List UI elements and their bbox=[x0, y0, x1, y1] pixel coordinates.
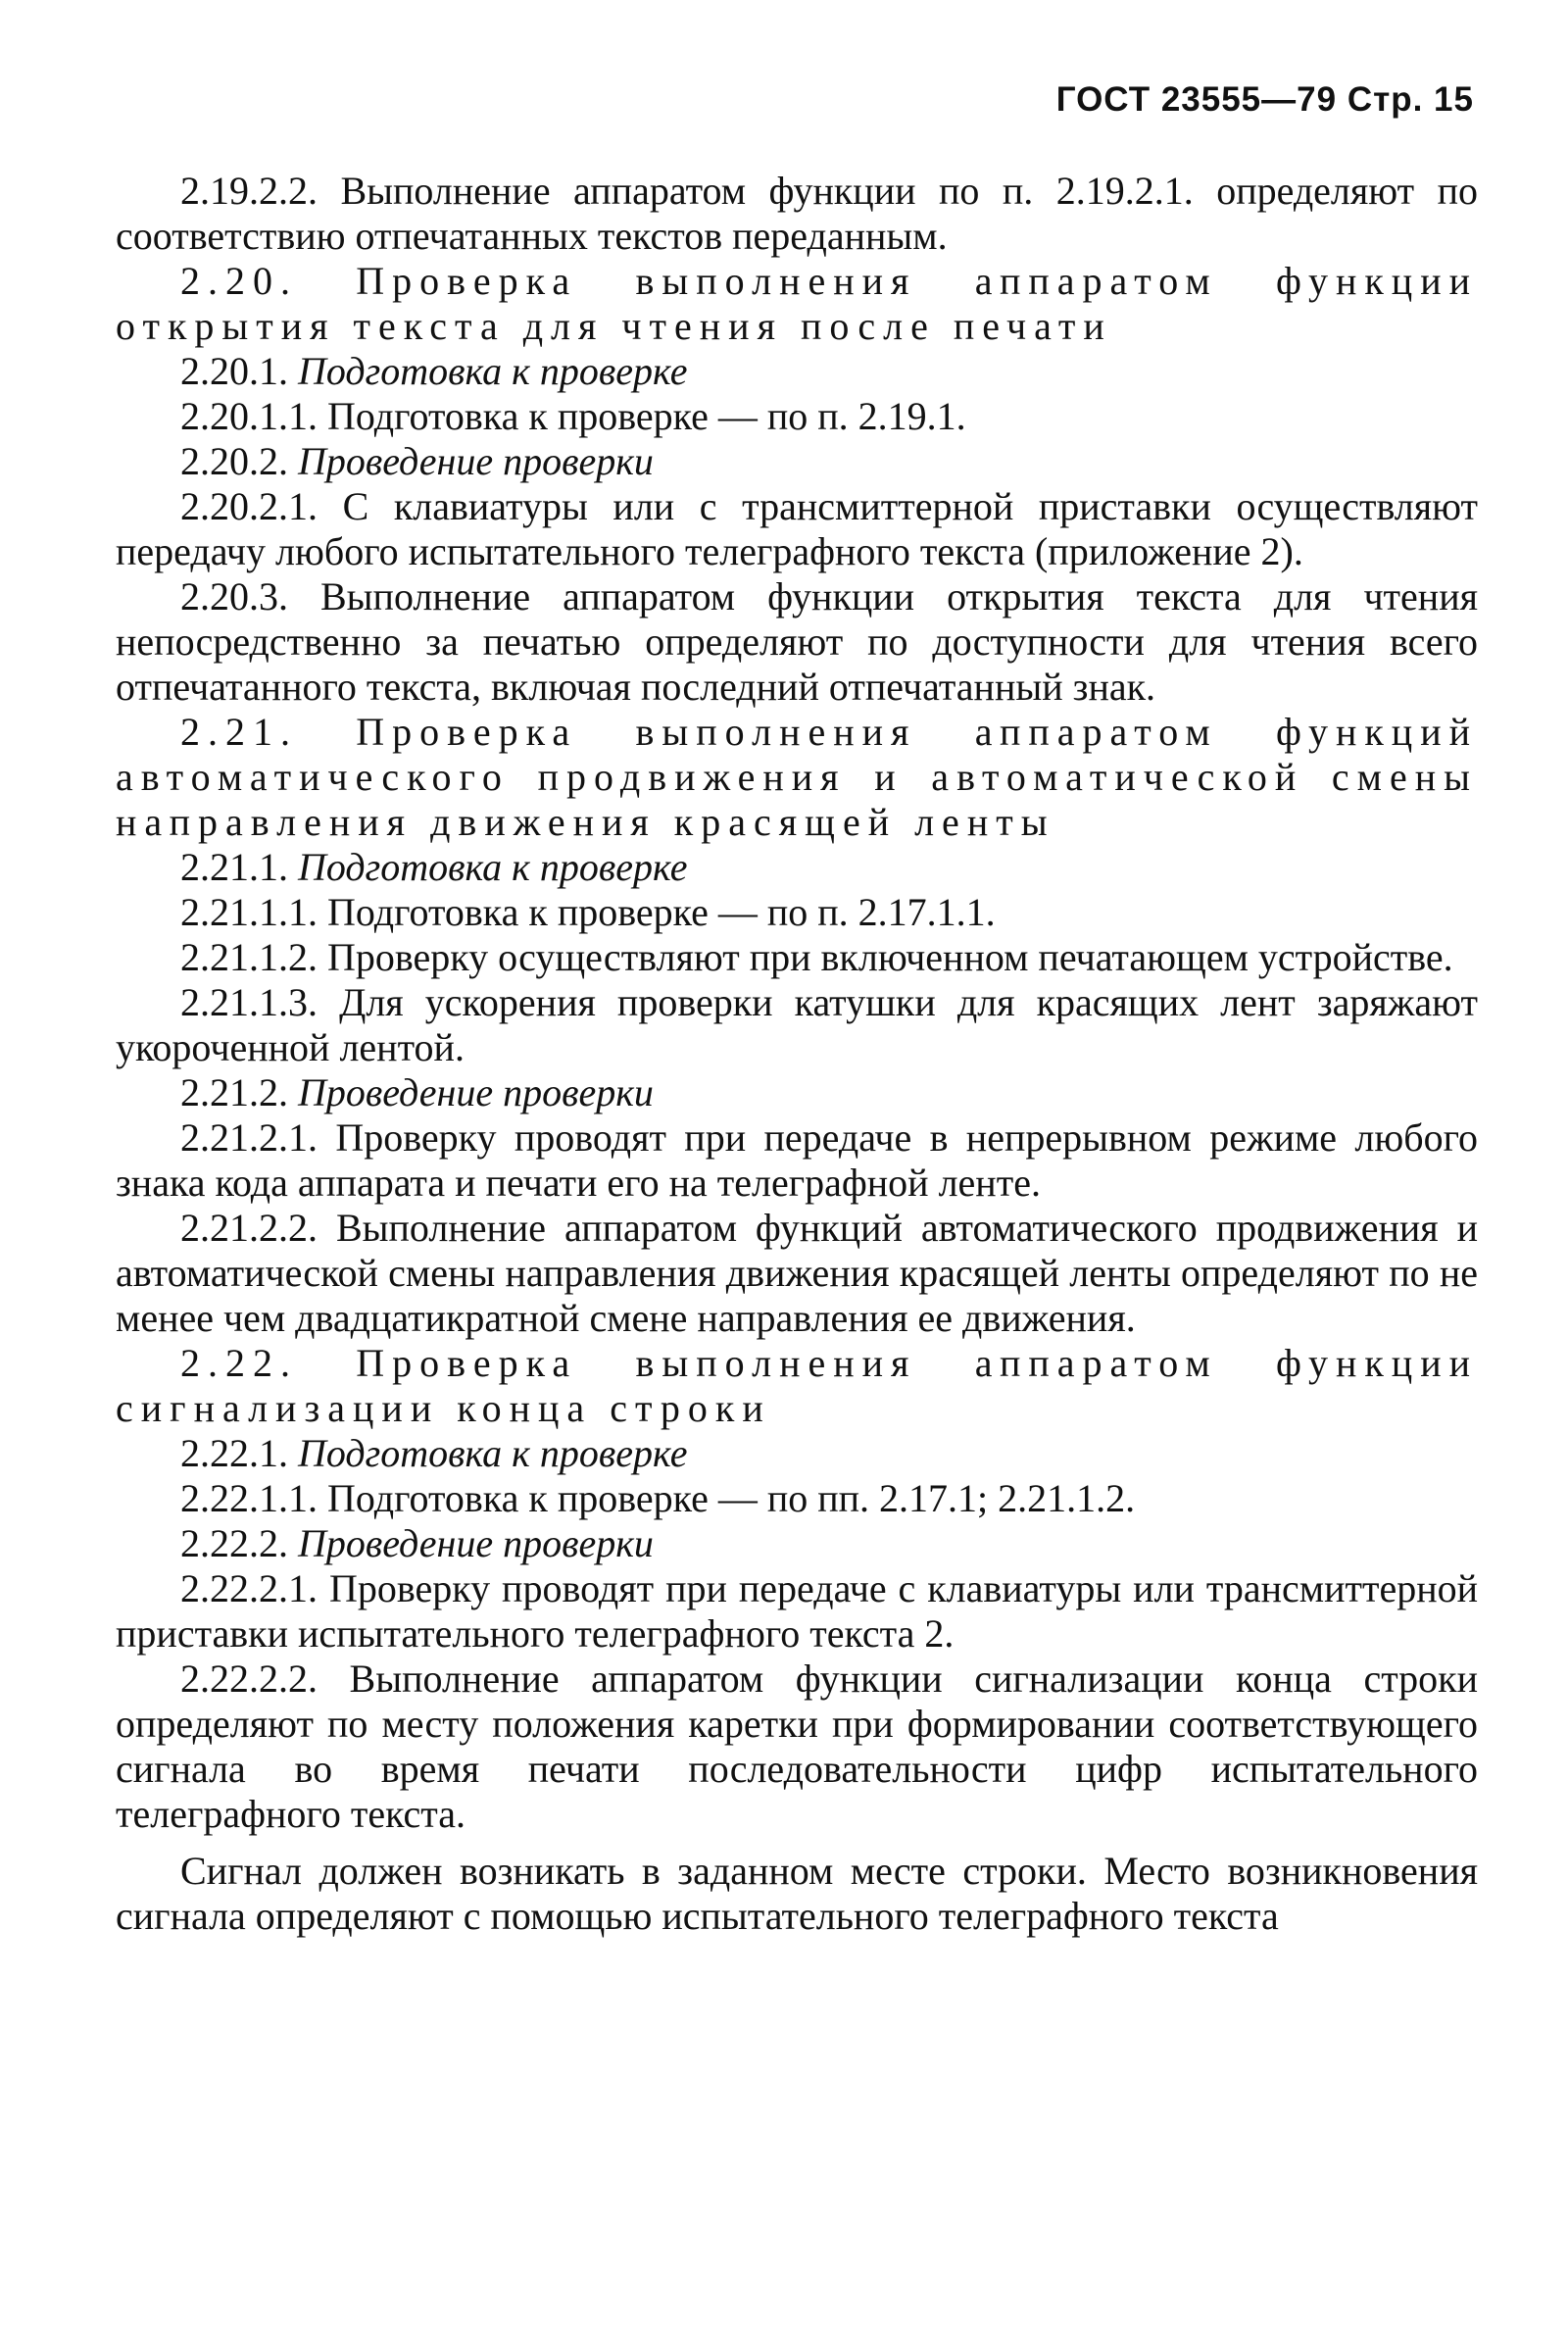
page-header bbox=[1056, 80, 1474, 120]
paragraph-2-22-1 bbox=[116, 1431, 1478, 1476]
clause-heading: Проверка выполнения аппаратом функции открытия текста для чтения после печати bbox=[116, 259, 1479, 348]
clause-number: 2.21.1.1. bbox=[180, 890, 318, 934]
paragraph-2-20-2 bbox=[116, 439, 1478, 484]
paragraph-2-21-2 bbox=[116, 1070, 1478, 1115]
clause-text: Подготовка к проверке — по пп. 2.17.1; 2.21.1.2. bbox=[327, 1476, 1136, 1520]
paragraph-2-21-1 bbox=[116, 845, 1478, 890]
clause-number: 2.22.2.1. bbox=[180, 1566, 318, 1610]
clause-text: Проверку проводят при передаче в непрерывном режиме любого знака кода аппарата и печати его на телеграфной ленте. bbox=[116, 1115, 1479, 1205]
clause-number: 2.21.1. bbox=[180, 845, 288, 889]
paragraph-2-22-2-2 bbox=[116, 1657, 1478, 1837]
paragraph-2-22-2 bbox=[116, 1521, 1478, 1566]
clause-text: Проверку проводят при передаче с клавиатуры или трансмиттерной приставки испытательного телеграфного текста 2. bbox=[116, 1566, 1479, 1656]
clause-number: 2.21.2. bbox=[180, 1070, 288, 1114]
paragraph-2-20-3 bbox=[116, 574, 1478, 710]
clause-number: 2.21. bbox=[180, 710, 298, 754]
paragraph-2-20-1-1 bbox=[116, 394, 1478, 439]
clause-number: 2.22.1.1. bbox=[180, 1476, 318, 1520]
clause-number: 2.21.1.2. bbox=[180, 935, 318, 979]
clause-subheading: Подготовка к проверке bbox=[298, 349, 688, 393]
clause-number: 2.19.2.2. bbox=[180, 169, 318, 213]
clause-text: Выполнение аппаратом функции сигнализации конца строки определяют по месту положения каретки при формировании соответствующего сигнала во время печати последовательности цифр испытательного телеграфного текста. bbox=[116, 1657, 1479, 1836]
clause-text: С клавиатуры или с трансмиттерной приставки осуществляют передачу любого испытательного телеграфного текста (приложение 2). bbox=[116, 484, 1479, 573]
paragraph-signal-note bbox=[116, 1849, 1478, 1939]
clause-number: 2.20.2.1. bbox=[180, 484, 318, 528]
clause-text: Подготовка к проверке — по п. 2.17.1.1. bbox=[327, 890, 996, 934]
document-code: ГОСТ 23555—79 bbox=[1055, 80, 1338, 119]
clause-text: Подготовка к проверке — по п. 2.19.1. bbox=[327, 394, 966, 438]
clause-subheading: Проведение проверки bbox=[298, 439, 654, 483]
clause-number: 2.21.1.3. bbox=[180, 980, 318, 1024]
clause-number: 2.22. bbox=[180, 1341, 298, 1385]
paragraph-2-21-1-3 bbox=[116, 980, 1478, 1070]
clause-number: 2.20.1.1. bbox=[180, 394, 318, 438]
clause-text: Проверку осуществляют при включенном печатающем устройстве. bbox=[327, 935, 1453, 979]
clause-heading: Проверка выполнения аппаратом функции сигнализации конца строки bbox=[116, 1341, 1479, 1430]
clause-text: Сигнал должен возникать в заданном месте строки. Место возникновения сигнала определяют с помощью испытательного телеграфного текста bbox=[116, 1849, 1478, 1938]
clause-number: 2.22.2. bbox=[180, 1521, 288, 1565]
paragraph-2-20-1 bbox=[116, 349, 1478, 394]
clause-text: Выполнение аппаратом функций автоматического продвижения и автоматической смены направления движения красящей ленты определяют по не менее чем двадцатикратной смене направления ее движения. bbox=[116, 1206, 1478, 1340]
document-body bbox=[116, 169, 1478, 1939]
paragraph-2-22-1-1 bbox=[116, 1476, 1478, 1521]
section-heading-2-21 bbox=[116, 710, 1478, 845]
paragraph-gap bbox=[116, 1837, 1478, 1849]
paragraph-2-20-2-1 bbox=[116, 484, 1478, 574]
paragraph-2-21-2-2 bbox=[116, 1206, 1478, 1341]
clause-subheading: Подготовка к проверке bbox=[298, 845, 688, 889]
clause-number: 2.20.3. bbox=[180, 574, 288, 618]
clause-number: 2.22.2.2. bbox=[180, 1657, 318, 1701]
section-heading-2-20 bbox=[116, 259, 1478, 349]
clause-subheading: Проведение проверки bbox=[298, 1070, 654, 1114]
clause-number: 2.21.2.2. bbox=[180, 1206, 318, 1250]
clause-text: Выполнение аппаратом функции открытия текста для чтения непосредственно за печатью определяют по доступности для чтения всего отпечатанного текста, включая последний отпечатанный знак. bbox=[116, 574, 1479, 709]
section-heading-2-22 bbox=[116, 1341, 1478, 1431]
clause-subheading: Подготовка к проверке bbox=[298, 1431, 688, 1475]
clause-number: 2.22.1. bbox=[180, 1431, 288, 1475]
paragraph-2-21-1-2 bbox=[116, 935, 1478, 980]
paragraph-2-21-2-1 bbox=[116, 1115, 1478, 1206]
paragraph-2-22-2-1 bbox=[116, 1566, 1478, 1657]
clause-number: 2.20.1. bbox=[180, 349, 288, 393]
paragraph-2-21-1-1 bbox=[116, 890, 1478, 935]
clause-text: Для ускорения проверки катушки для красящих лент заряжают укороченной лентой. bbox=[116, 980, 1479, 1069]
clause-heading: Проверка выполнения аппаратом функций автоматического продвижения и автоматической смены направления движения красящей ленты bbox=[116, 710, 1479, 844]
page-number: Стр. 15 bbox=[1347, 80, 1474, 119]
clause-number: 2.21.2.1. bbox=[180, 1115, 318, 1160]
paragraph-2-19-2-2 bbox=[116, 169, 1478, 259]
clause-text: Выполнение аппаратом функции по п. 2.19.2.1. определяют по соответствию отпечатанных текстов переданным. bbox=[116, 169, 1478, 258]
clause-number: 2.20.2. bbox=[180, 439, 288, 483]
clause-subheading: Проведение проверки bbox=[298, 1521, 654, 1565]
clause-number: 2.20. bbox=[180, 259, 298, 303]
